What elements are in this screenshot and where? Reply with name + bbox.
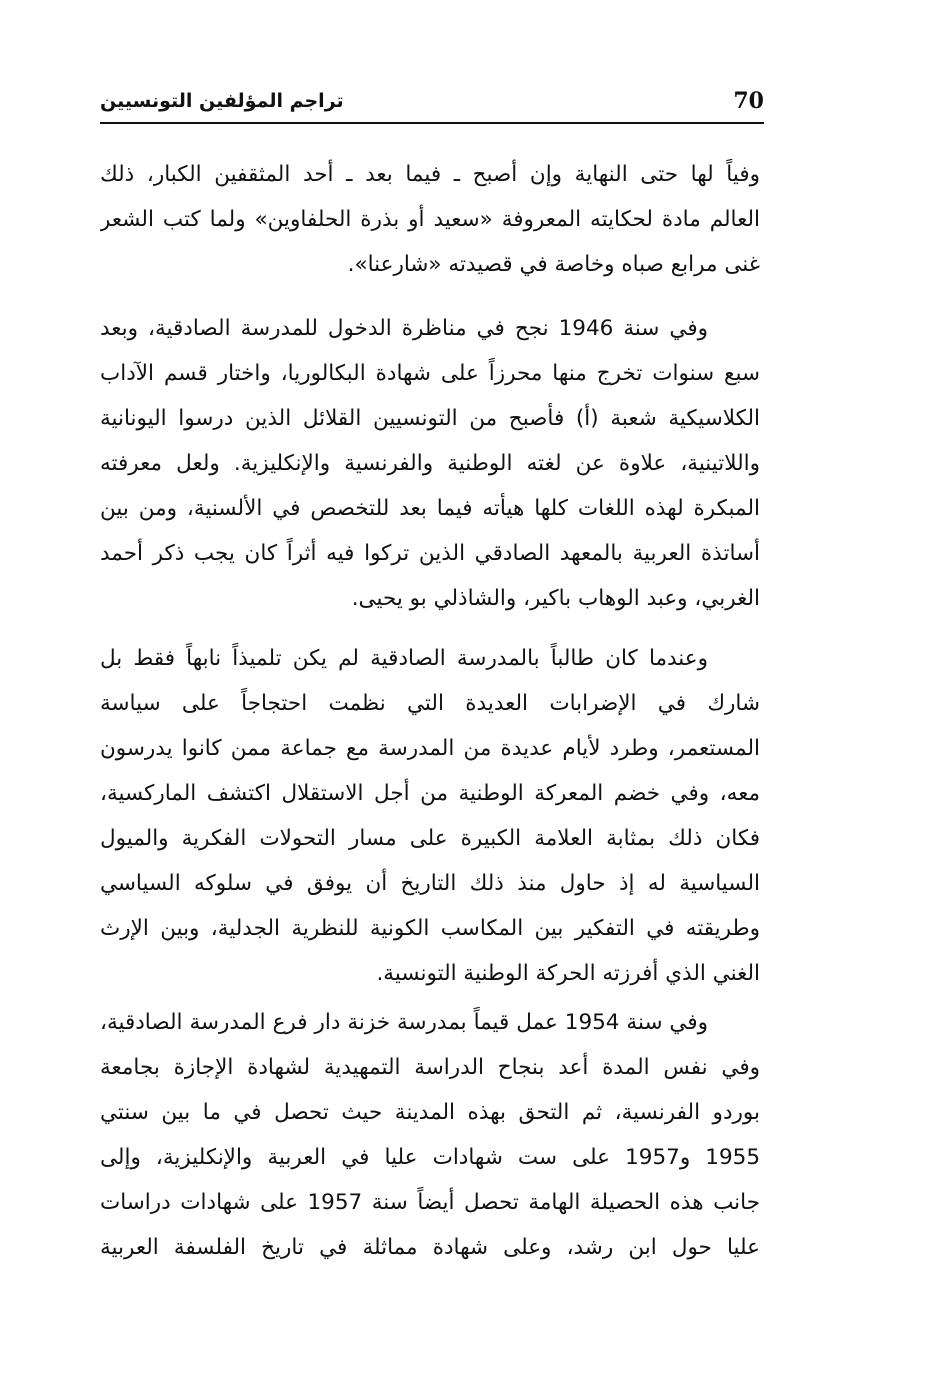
text-line: وطريقته في التفكير بين المكاسب الكونية للنظرية الجدلية، وبين الإرث [100,916,760,941]
running-title: تراجم المؤلفين التونسيين [100,90,344,112]
text-line: الغربي، وعبد الوهاب باكير، والشاذلي بو يحيى. [351,586,760,611]
text-line: جانب هذه الحصيلة الهامة تحصل أيضاً سنة 1957 على شهادات دراسات [100,1190,760,1215]
text-line: شارك في الإضرابات العديدة التي نظمت احتجاجاً على سياسة [100,691,760,716]
text-line: وفي سنة 1954 عمل قيماً بمدرسة خزنة دار فرع المدرسة الصادقية، [100,1010,708,1035]
paragraph-2 [100,306,760,621]
text-line: وفي سنة 1946 نجح في مناظرة الدخول للمدرسة الصادقية، وبعد [100,316,708,341]
text-line: 1955 و1957 على ست شهادات عليا في العربية والإنكليزية، وإلى [100,1145,760,1170]
text-line: الغني الذي أفرزته الحركة الوطنية التونسية. [376,961,760,986]
text-line: الكلاسيكية شعبة (أ) فأصبح من التونسيين القلائل الذين درسوا اليونانية [100,406,760,431]
text-line: غنى مرابع صباه وخاصة في قصيدته «شارعنا». [347,252,760,277]
page-number: 70 [733,88,764,114]
text-line: سبع سنوات تخرج منها محرزاً على شهادة البكالوريا، واختار قسم الآداب [100,361,760,386]
text-line: وفياً لها حتى النهاية وإن أصبح ـ فيما بعد ـ أحد المثقفين الكبار، ذلك [100,162,760,187]
text-line: فكان ذلك بمثابة العلامة الكبيرة على مسار التحولات الفكرية والميول [100,826,760,851]
text-line: السياسية له إذ حاول منذ ذلك التاريخ أن يوفق في سلوكه السياسي [100,871,760,896]
text-line: وعندما كان طالباً بالمدرسة الصادقية لم يكن تلميذاً نابهاً فقط بل [100,646,708,671]
text-line: عليا حول ابن رشد، وعلى شهادة مماثلة في تاريخ الفلسفة العربية [100,1235,760,1260]
text-line: المبكرة لهذه اللغات كلها هيأته فيما بعد للتخصص في الألسنية، ومن بين [100,496,760,521]
text-line: العالم مادة لحكايته المعروفة «سعيد أو بذرة الحلفاوين» ولما كتب الشعر [100,207,760,232]
paragraph-1 [100,152,760,287]
page-header [100,86,764,124]
paragraph-4 [100,1000,760,1270]
text-line: أساتذة العربية بالمعهد الصادقي الذين تركوا فيه أثراً كان يجب ذكر أحمد [100,541,760,566]
paragraph-3 [100,636,760,996]
text-line: وفي نفس المدة أعد بنجاح الدراسة التمهيدية لشهادة الإجازة بجامعة [100,1055,760,1080]
text-line: معه، وفي خضم المعركة الوطنية من أجل الاستقلال اكتشف الماركسية، [100,781,760,806]
text-line: واللاتينية، علاوة عن لغته الوطنية والفرنسية والإنكليزية. ولعل معرفته [100,451,760,476]
text-line: المستعمر، وطرد لأيام عديدة من المدرسة مع جماعة ممن كانوا يدرسون [100,736,760,761]
text-line: بوردو الفرنسية، ثم التحق بهذه المدينة حيث تحصل في ما بين سنتي [100,1100,760,1125]
